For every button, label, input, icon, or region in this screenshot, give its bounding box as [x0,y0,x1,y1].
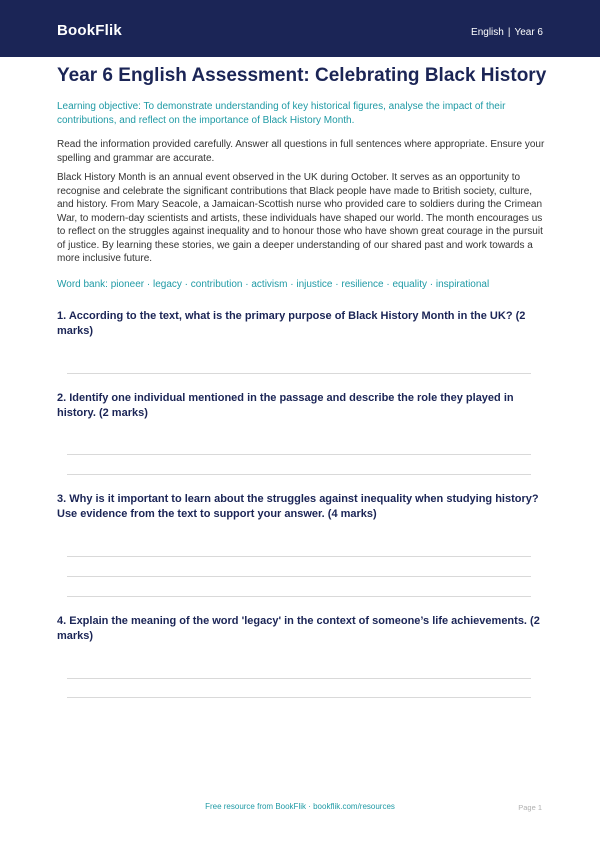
answer-line[interactable] [67,576,531,577]
brand-logo-text: BookFlik [57,22,122,39]
answer-line[interactable] [67,373,531,374]
answer-line[interactable] [67,556,531,557]
question-2: 2. Identify one individual mentioned in the passage and describe the role they played in history. (2 marks) [57,392,514,419]
instructions: Read the information provided carefully. Answer all questions in full sentences where appropriate. Ensure your spelling and grammar are accurate. [57,139,545,164]
answer-line[interactable] [67,454,531,455]
subject-separator: | [507,27,511,38]
page-header [0,0,600,57]
reading-passage: Black History Month is an annual event observed in the UK during October. It serves as an opportunity to recognise and celebrate the significant contributions that Black people have made to British society, culture, and history. From Mary Seacole, a Jamaican-Scottish nurse who provided care to soldiers during the Crimean War, to modern-day scientists and artists, these individuals have shaped our world. The month encourages us to reflect on the struggles against inequality and to honour those who have shown great courage in the pursuit of justice. By learning these stories, we gain a deeper understanding of our shared past and work towards a more inclusive future. [57,172,543,264]
question-3: 3. Why is it important to learn about the struggles against inequality when studying history? Use evidence from the text to support your answer. (4 marks) [57,493,539,520]
question-4: 4. Explain the meaning of the word 'legacy' in the context of someone’s life achievements. (2 marks) [57,615,540,642]
answer-line[interactable] [67,596,531,597]
answer-line[interactable] [67,474,531,475]
word-bank: Word bank: pioneer · legacy · contribution · activism · injustice · resilience · equality · inspirational [57,279,490,290]
answer-line[interactable] [67,678,531,679]
page-number: Page 1 [518,803,542,812]
page-title: Year 6 English Assessment: Celebrating Black History [57,65,547,86]
footer-resource-link[interactable]: Free resource from BookFlik · bookflik.com/resources [205,802,395,811]
learning-objective: Learning objective: To demonstrate understanding of key historical figures, analyse the impact of their contributions, and reflect on the importance of Black History Month. [57,101,506,126]
question-1: 1. According to the text, what is the primary purpose of Black History Month in the UK? (2 marks) [57,310,526,337]
answer-line[interactable] [67,697,531,698]
subject-year-label [471,27,543,38]
year-label: Year 6 [514,27,543,38]
subject-label: English [471,27,504,38]
